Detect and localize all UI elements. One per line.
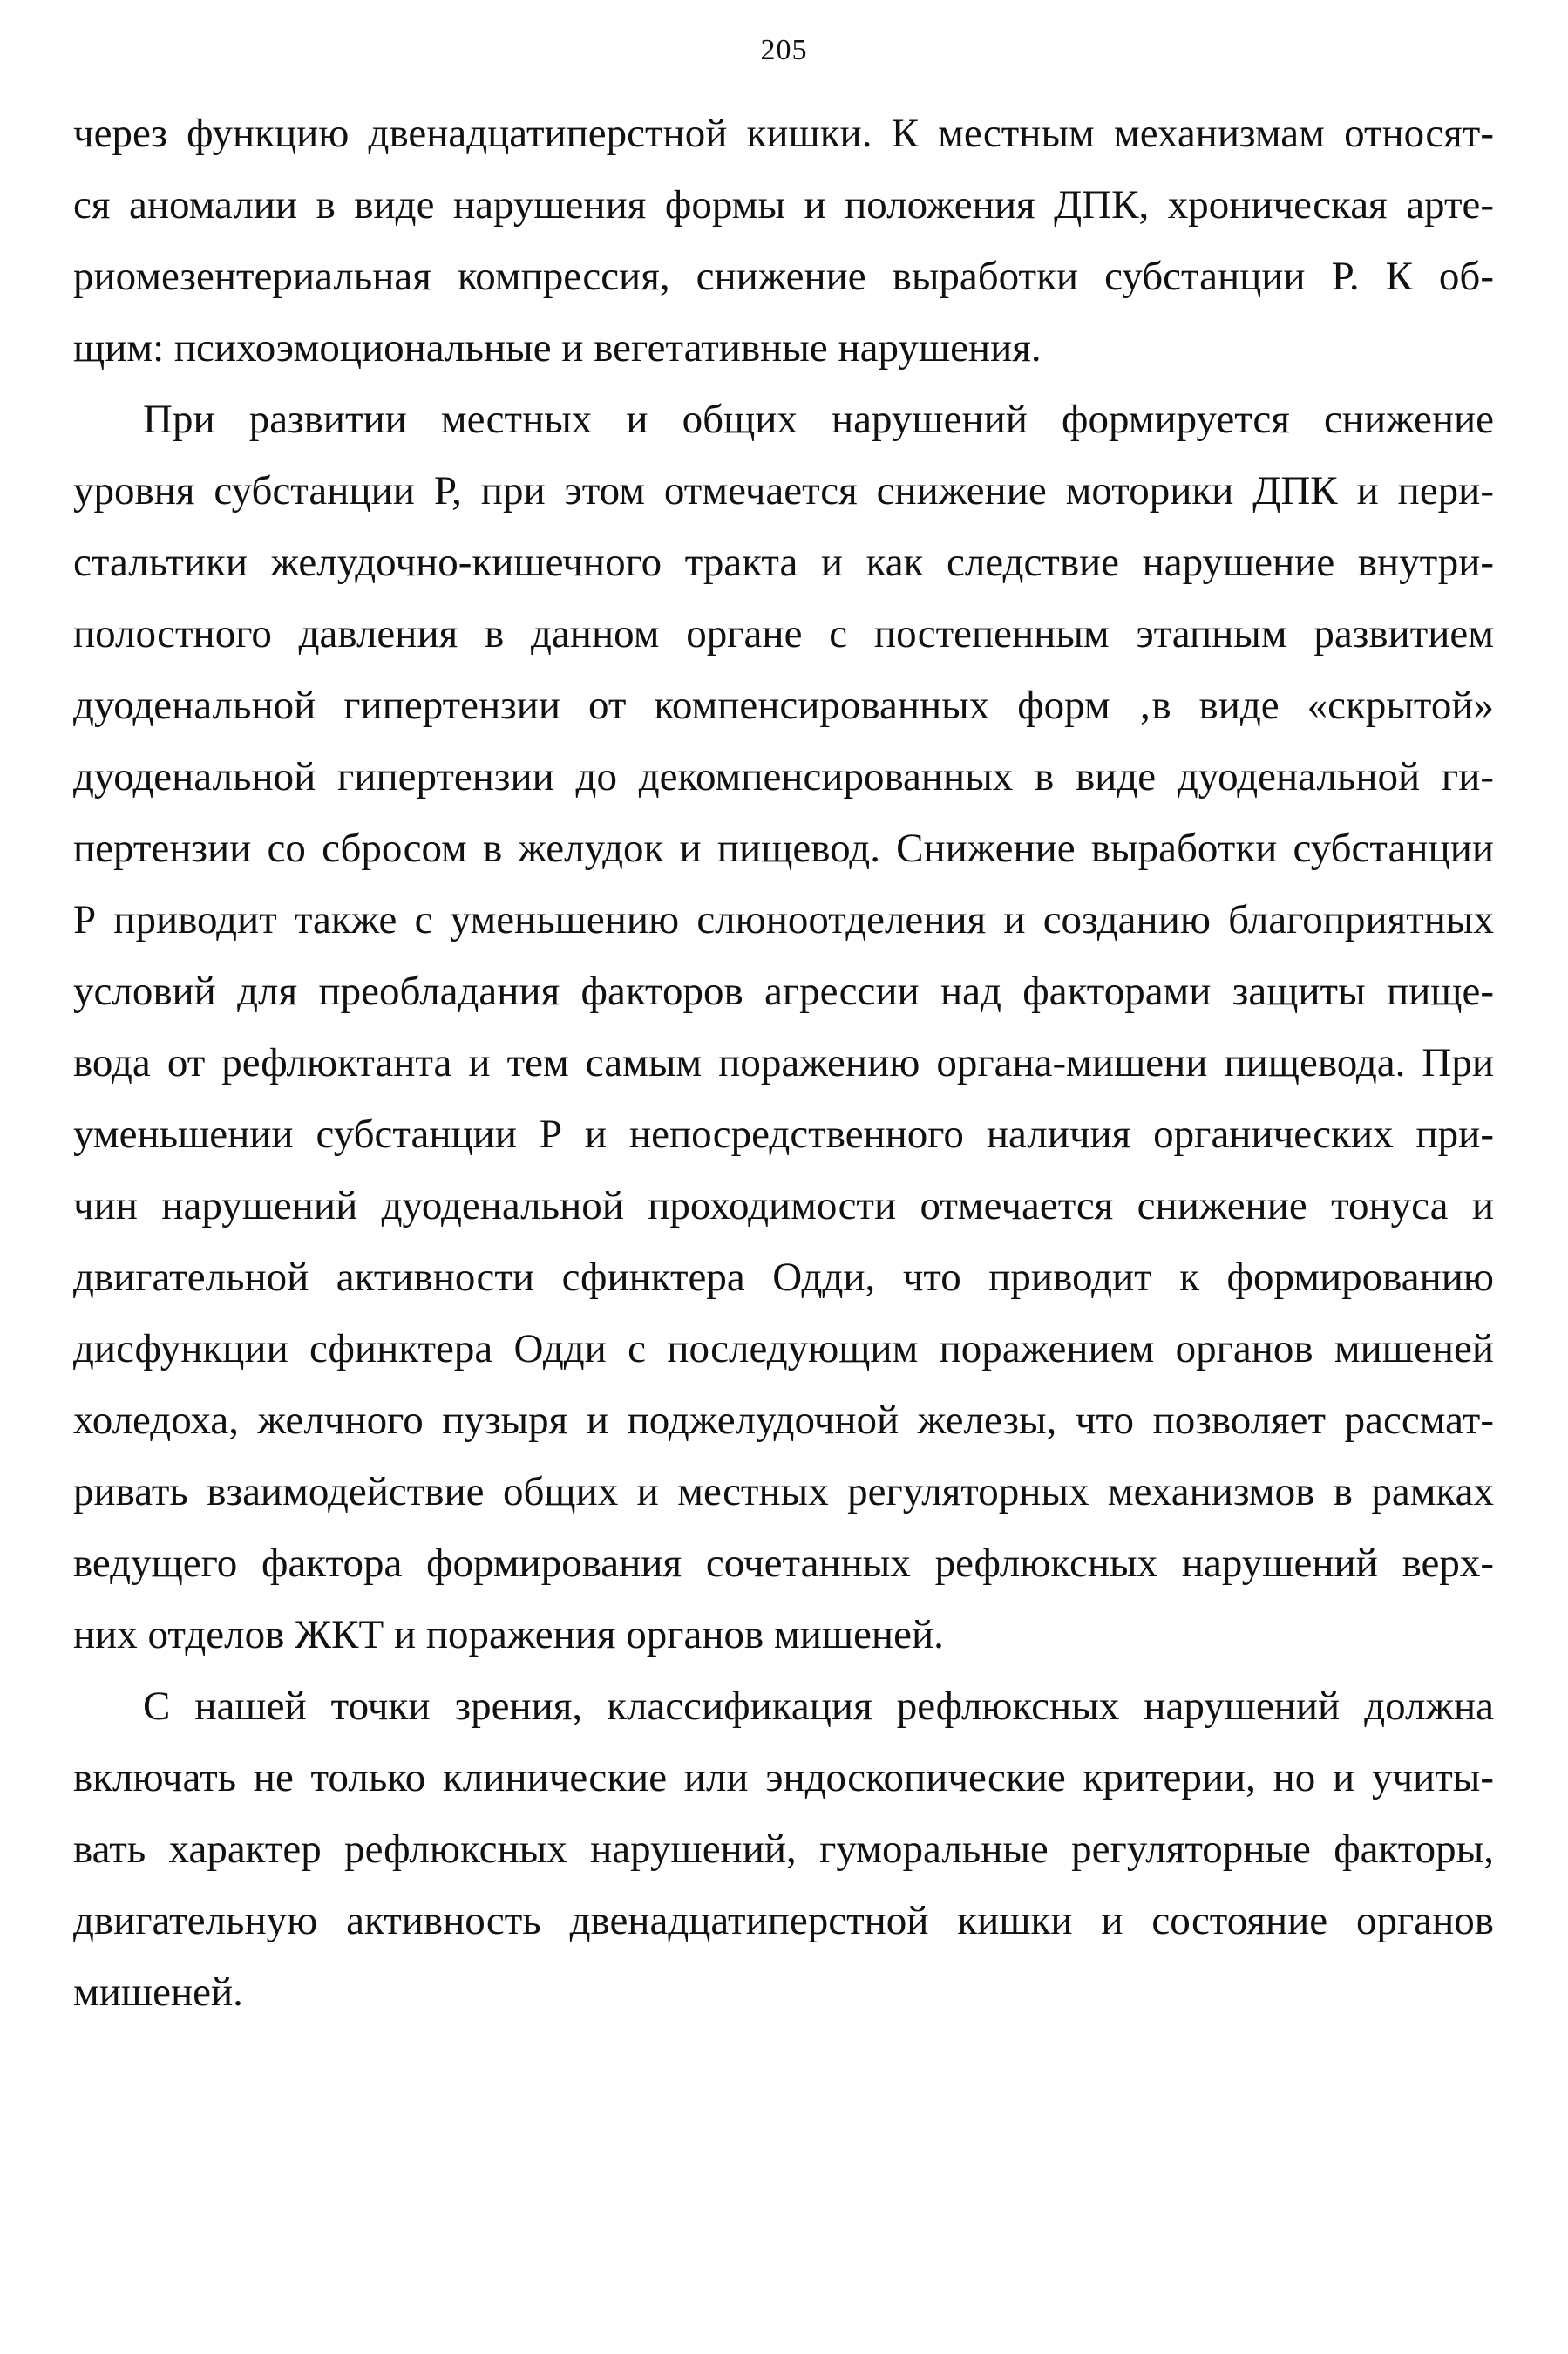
text-line: двигательную активность двенадцатиперстной кишки и состояние органов bbox=[73, 1898, 1494, 1943]
text-line: При развитии местных и общих нарушений формируется снижение bbox=[143, 397, 1494, 442]
text-line: С нашей точки зрения, классификация рефлюксных нарушений должна bbox=[143, 1684, 1494, 1729]
text-line: щим: психоэмоциональные и вегетативные нарушения. bbox=[73, 325, 1042, 371]
text-line: уменьшении субстанции Р и непосредственного наличия органических при- bbox=[73, 1112, 1494, 1157]
paragraph-1 bbox=[73, 98, 1494, 384]
text-line: чин нарушений дуоденальной проходимости отмечается снижение тонуса и bbox=[73, 1183, 1494, 1228]
text-line: полостного давления в данном органе с постепенным этапным развитием bbox=[73, 611, 1494, 657]
text-line: уровня субстанции Р, при этом отмечается снижение моторики ДПК и пери- bbox=[73, 468, 1494, 514]
text-line: холедоха, желчного пузыря и поджелудочной железы, что позволяет рассмат- bbox=[73, 1398, 1494, 1443]
text-line: условий для преобладания факторов агрессии над факторами защиты пище- bbox=[73, 969, 1494, 1014]
text-line: пертензии со сбросом в желудок и пищевод. Снижение выработки субстанции bbox=[73, 826, 1494, 871]
text-line: вода от рефлюктанта и тем самым поражению органа-мишени пищевода. При bbox=[73, 1040, 1494, 1085]
text-line: дуоденальной гипертензии до декомпенсированных в виде дуоденальной ги- bbox=[73, 754, 1494, 799]
text-line: стальтики желудочно-кишечного тракта и как следствие нарушение внутри- bbox=[73, 540, 1494, 585]
text-line: через функцию двенадцатиперстной кишки. К местным механизмам относят- bbox=[73, 111, 1494, 156]
text-line: двигательной активности сфинктера Одди, что приводит к формированию bbox=[73, 1255, 1494, 1300]
text-line: ведущего фактора формирования сочетанных рефлюксных нарушений верх- bbox=[73, 1541, 1494, 1586]
text-line: дисфункции сфинктера Одди с последующим поражением органов мишеней bbox=[73, 1326, 1494, 1371]
text-line: дуоденальной гипертензии от компенсированных форм ‚в виде «скрытой» bbox=[73, 683, 1494, 728]
text-line: Р приводит также с уменьшению слюноотделения и созданию благоприятных bbox=[73, 897, 1494, 942]
paragraph-2 bbox=[73, 384, 1494, 1670]
text-line: вать характер рефлюксных нарушений, гуморальные регуляторные факторы, bbox=[73, 1827, 1494, 1872]
text-line: риомезентериальная компрессия, снижение выработки субстанции Р. К об- bbox=[73, 254, 1494, 299]
text-line: ся аномалии в виде нарушения формы и положения ДПК, хроническая арте- bbox=[73, 182, 1494, 228]
text-line: включать не только клинические или эндоскопические критерии, но и учиты- bbox=[73, 1755, 1494, 1800]
text-line: них отделов ЖКТ и поражения органов мишеней. bbox=[73, 1612, 944, 1657]
text-line: ривать взаимодействие общих и местных регуляторных механизмов в рамках bbox=[73, 1469, 1494, 1514]
paragraph-3 bbox=[73, 1670, 1494, 2028]
text-line: мишеней. bbox=[73, 1970, 243, 2015]
page-number: 205 bbox=[760, 34, 808, 66]
